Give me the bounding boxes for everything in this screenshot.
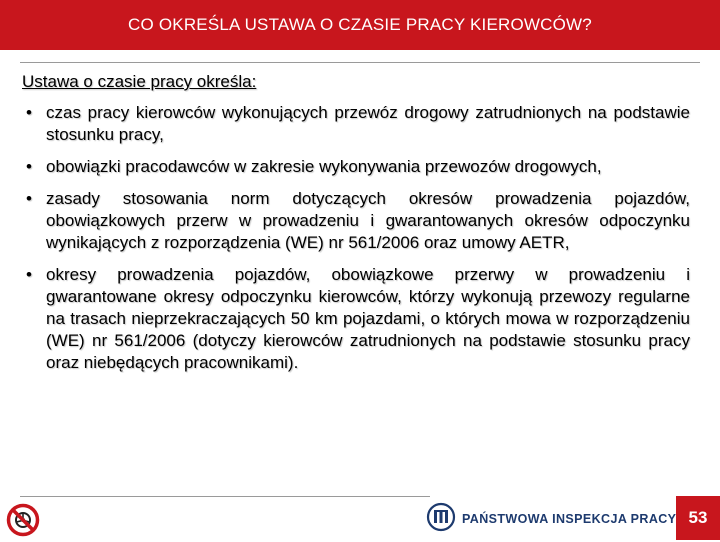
- bullet-marker: •: [26, 189, 32, 208]
- title-bar: [0, 0, 720, 50]
- bullet-text: okresy prowadzenia pojazdów, obowiązkowe przerwy w prowadzeniu i gwarantowane okresy odpoczynku kierowców, którzy wykonują przewozy regularne na trasach nieprzekraczających 50 km pojazdami, o których mowa w rozporządzeniu (WE) nr 561/2006 (dotyczy kierowców zatrudnionych na podstawie stosunku pracy oraz niebędących pracownikami).: [46, 265, 690, 372]
- bullet-text: zasady stosowania norm dotyczących okresów prowadzenia pojazdów, obowiązkowych przerw w prowadzeniu i gwarantowanych okresów odpoczynku wynikających z rozporządzenia (WE) nr 561/2006 oraz umowy AETR,: [46, 189, 690, 252]
- list-item: [22, 102, 690, 146]
- bullet-marker: •: [26, 265, 32, 284]
- pip-logo: [426, 503, 676, 535]
- bullet-text: czas pracy kierowców wykonujących przewóz drogowy zatrudnionych na podstawie stosunku pracy,: [46, 103, 690, 144]
- no-driving-sign-icon: [6, 503, 40, 537]
- list-item: [22, 156, 690, 178]
- content-heading: Ustawa o czasie pracy określa:: [22, 72, 257, 91]
- slide-title: CO OKREŚLA USTAWA O CZASIE PRACY KIEROWCÓW?: [128, 15, 592, 34]
- page-number-label: 53: [688, 508, 708, 527]
- bullet-marker: •: [26, 157, 32, 176]
- footer-divider: [20, 496, 430, 497]
- bullet-list: [22, 102, 690, 374]
- page-number: [676, 496, 720, 540]
- pip-logo-text: PAŃSTWOWA INSPEKCJA PRACY: [462, 512, 677, 526]
- pip-emblem-icon: [426, 502, 456, 537]
- bullet-text: obowiązki pracodawców w zakresie wykonywania przewozów drogowych,: [46, 157, 602, 176]
- list-item: [22, 188, 690, 254]
- list-item: [22, 264, 690, 374]
- bullet-marker: •: [26, 103, 32, 122]
- slide-content: [22, 71, 690, 384]
- header-divider: [20, 62, 700, 63]
